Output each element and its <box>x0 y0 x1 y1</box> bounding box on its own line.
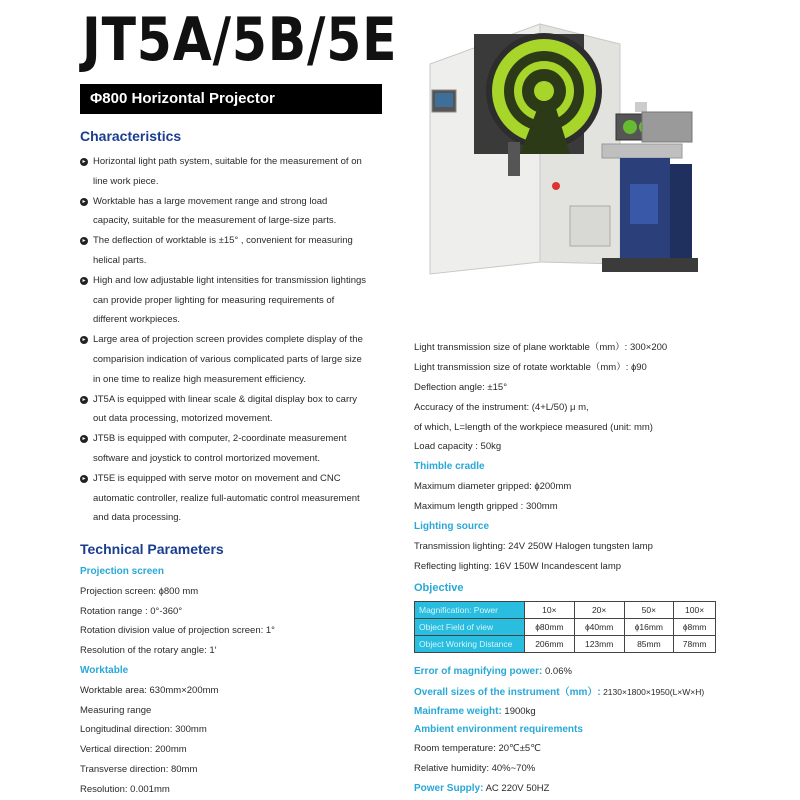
objective-row <box>415 636 716 653</box>
bullet-icon: ▸ <box>80 237 88 245</box>
characteristic-item-continuation <box>80 489 380 509</box>
characteristic-text: comparision indication of various complicated parts of large size <box>93 353 362 365</box>
objective-table <box>414 601 716 653</box>
characteristic-item <box>80 192 380 212</box>
objective-cell: ɸ16mm <box>624 619 674 636</box>
parameter-line: Transverse direction: 80mm <box>80 763 198 775</box>
parameter-subheading: Lighting source <box>414 521 489 533</box>
characteristic-text: JT5A is equipped with linear scale & digital display box to carry <box>93 393 358 405</box>
parameter-line: Vertical direction: 200mm <box>80 744 187 756</box>
bullet-icon: ▸ <box>80 158 88 166</box>
mainframe-weight <box>414 704 794 720</box>
characteristic-item-continuation <box>80 508 380 528</box>
characteristic-item-continuation <box>80 370 380 390</box>
characteristic-text: Horizontal light path system, suitable for the measurement of on <box>93 156 362 167</box>
parameter-line: Deflection angle: ±15° <box>414 381 507 393</box>
characteristic-item-continuation <box>80 449 380 469</box>
parameter-line: Measuring range <box>80 704 152 716</box>
parameter-line: Reflecting lighting: 16V 150W Incandescent lamp <box>414 560 622 572</box>
objective-row-header: Object Field of view <box>415 619 525 636</box>
parameter-line: Rotation division value of projection screen: 1° <box>80 625 275 637</box>
room-temperature: Room temperature: 20℃±5℃ <box>414 743 541 754</box>
bullet-icon: ▸ <box>80 396 88 404</box>
characteristic-text: automatic controller, realize full-automatic control measurement <box>93 492 360 504</box>
characteristic-text: helical parts. <box>93 254 147 266</box>
objective-cell: 50× <box>624 602 674 619</box>
parameter-line: Resolution: 0.001mm <box>80 783 170 795</box>
characteristic-text: JT5B is equipped with computer, 2-coordinate measurement <box>93 433 347 445</box>
parameter-line: Longitudinal direction: 300mm <box>80 724 207 736</box>
characteristic-item <box>80 469 380 489</box>
characteristic-text: Large area of projection screen provides complete display of the <box>93 334 363 346</box>
parameter-subheading: Thimble cradle <box>414 461 485 473</box>
characteristic-text: High and low adjustable light intensities for transmission lightings <box>93 274 367 286</box>
bullet-icon: ▸ <box>80 198 88 206</box>
sizes-value: 2130×1800×1950(L×W×H) <box>600 687 705 697</box>
objective-row <box>415 619 716 636</box>
objective-cell: ɸ40mm <box>574 619 624 636</box>
parameter-line: Light transmission size of plane worktable（mm）: 300×200 <box>414 342 668 353</box>
objective-cell: 20× <box>574 602 624 619</box>
characteristic-text: different workpieces. <box>93 314 180 326</box>
characteristic-text: Worktable has a large movement range and strong load <box>93 195 328 207</box>
characteristic-item-continuation <box>80 291 380 311</box>
characteristic-item <box>80 231 380 251</box>
objective-cell: ɸ80mm <box>525 619 575 636</box>
objective-row-header: Object Working Distance <box>415 636 525 653</box>
characteristic-text: JT5E is equipped with serve motor on movement and CNC <box>93 472 341 484</box>
right-parameters-list <box>414 338 794 577</box>
characteristic-text: in one time to realize high measurement efficiency. <box>93 373 306 385</box>
parameter-subheading: Worktable <box>80 664 129 676</box>
characteristic-item <box>80 429 380 449</box>
parameter-line: Projection screen: ɸ800 mm <box>80 585 199 597</box>
power-label: Power Supply: <box>414 783 484 794</box>
sizes-label: Overall sizes of the instrument（mm）: <box>414 687 601 698</box>
characteristic-item-continuation <box>80 211 380 231</box>
characteristic-text: The deflection of worktable is ±15° , convenient for measuring <box>93 235 353 247</box>
product-subtitle: Φ800 Horizontal Projector <box>80 84 382 114</box>
objective-cell: 10× <box>525 602 575 619</box>
product-title: JT5A/5B/5E <box>82 5 398 75</box>
parameter-line: Maximum length gripped : 300mm <box>414 501 558 513</box>
overall-sizes <box>414 684 794 701</box>
objective-heading: Objective <box>414 582 464 594</box>
characteristic-text: out data processing, motorized movement. <box>93 413 273 425</box>
objective-cell: 123mm <box>574 636 624 653</box>
parameter-line: Maximum diameter gripped: ɸ200mm <box>414 481 572 493</box>
ambient-label: Ambient environment requirements <box>414 724 583 735</box>
parameter-line: Resolution of the rotary angle: 1′ <box>80 645 217 657</box>
parameter-line: Light transmission size of rotate worktable（mm）: ɸ90 <box>414 361 647 373</box>
objective-cell: 100× <box>674 602 716 619</box>
characteristic-item <box>80 390 380 410</box>
parameter-line: Accuracy of the instrument: (4+L/50) μ m, <box>414 401 589 413</box>
projector-machine-illustration <box>420 14 800 299</box>
characteristic-item-continuation <box>80 310 380 330</box>
bullet-icon: ▸ <box>80 336 88 344</box>
characteristic-item <box>80 271 380 291</box>
objective-row <box>415 602 716 619</box>
parameter-line: Worktable area: 630mm×200mm <box>80 684 219 696</box>
objective-cell: 78mm <box>674 636 716 653</box>
parameter-line: of which, L=length of the workpiece measured (unit: mm) <box>414 421 653 433</box>
characteristic-item-continuation <box>80 172 380 192</box>
characteristic-item-continuation <box>80 350 380 370</box>
bullet-icon: ▸ <box>80 435 88 443</box>
objective-cell: 85mm <box>624 636 674 653</box>
characteristic-text: can provide proper lighting for measuring requirements of <box>93 294 335 306</box>
characteristic-item <box>80 330 380 350</box>
technical-parameters-heading: Technical Parameters <box>80 541 224 557</box>
parameter-line: Load capacity : 50kg <box>414 441 502 453</box>
error-of-magnifying-power <box>414 664 794 680</box>
characteristic-text: and data processing. <box>93 512 182 524</box>
weight-label: Mainframe weight: <box>414 706 502 717</box>
characteristic-item-continuation <box>80 409 380 429</box>
objective-cell: 206mm <box>525 636 575 653</box>
characteristics-list <box>80 152 380 528</box>
characteristic-text: line work piece. <box>93 175 159 187</box>
error-label: Error of magnifying power: <box>414 666 543 677</box>
bullet-icon: ▸ <box>80 475 88 483</box>
parameter-line: Rotation range : 0°-360° <box>80 605 183 617</box>
objective-cell: ɸ8mm <box>674 619 716 636</box>
relative-humidity: Relative humidity: 40%~70% <box>414 763 536 774</box>
bullet-icon: ▸ <box>80 277 88 285</box>
power-supply <box>414 781 794 797</box>
parameter-line: Transmission lighting: 24V 250W Halogen tungsten lamp <box>414 540 653 552</box>
ambient-heading <box>414 722 794 738</box>
characteristics-heading: Characteristics <box>80 128 182 144</box>
technical-parameters-list <box>80 562 380 800</box>
power-value: AC 220V 50HZ <box>483 783 550 794</box>
objective-row-header: Magnification: Power <box>415 602 525 619</box>
characteristic-text: software and joystick to control mortorized movement. <box>93 452 321 464</box>
parameter-subheading: Projection screen <box>80 566 164 577</box>
characteristic-text: capacity, suitable for the measurement of large-size parts. <box>93 215 337 227</box>
characteristic-item-continuation <box>80 251 380 271</box>
weight-value: 1900kg <box>501 706 536 717</box>
characteristic-item <box>80 152 380 172</box>
error-value: 0.06% <box>542 666 572 677</box>
